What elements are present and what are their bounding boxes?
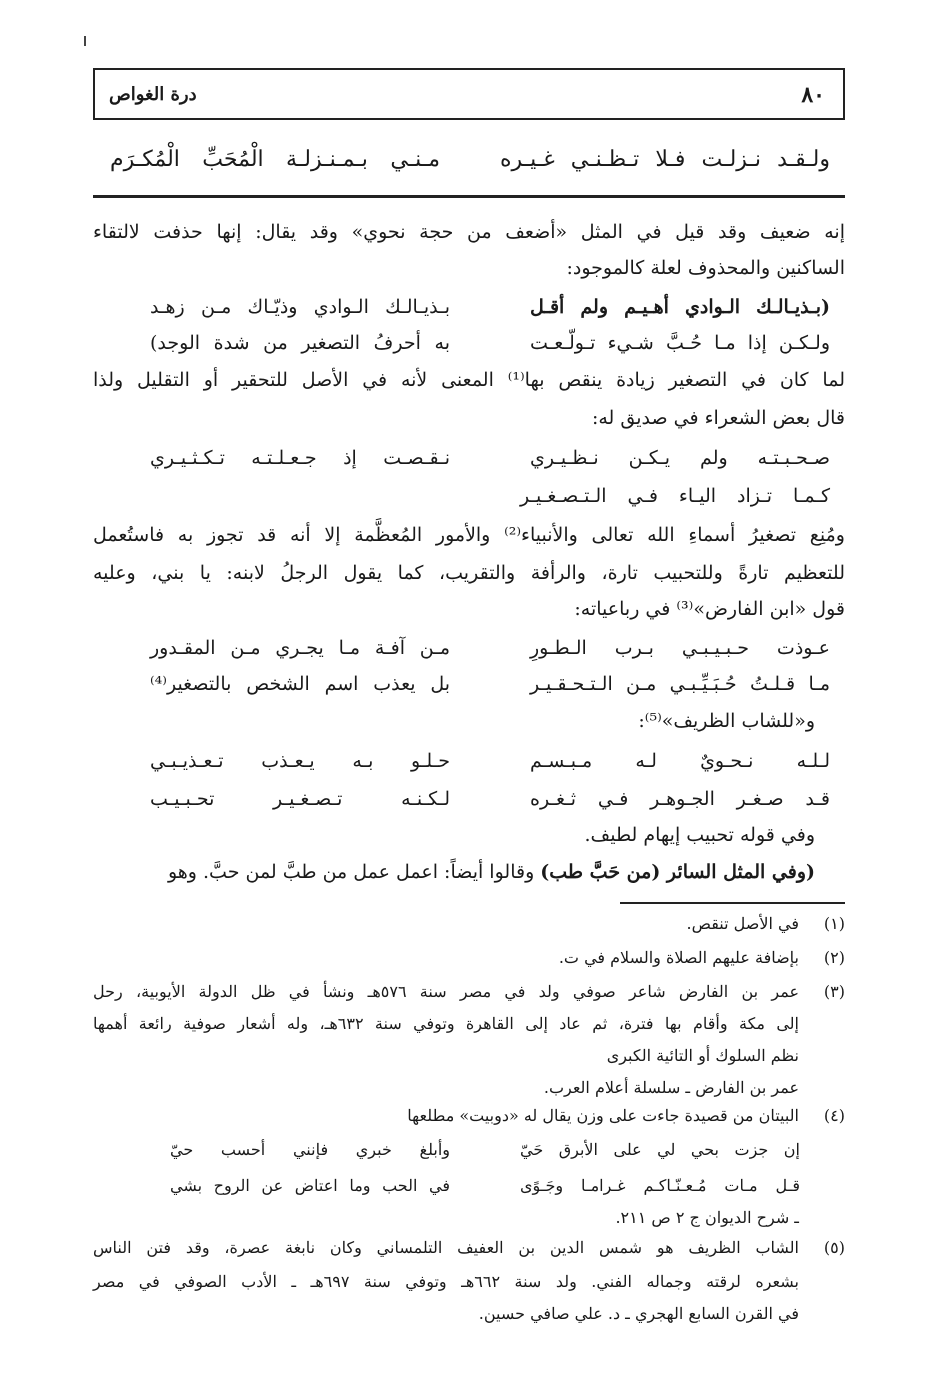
verse-first-hemistich: صـحـبـتـه ولم يـكـن نـظـيـري (530, 447, 830, 469)
body-line (168, 859, 815, 885)
running-title: درة الغواص (109, 84, 197, 105)
footnote-number: (٣) (823, 982, 845, 1001)
verse-second-hemistich: وأبلغ خبري فإنني أحسب حيّ (170, 1140, 450, 1159)
top-verse (110, 140, 830, 186)
footnote-text: في القرن السابع الهجري ـ د. علي صافي حسين. (478, 1304, 799, 1323)
body-line: للتعظيم تارةً وللتحبيب تارة، والرأفة والتقريب، كما يقول الرجلُ لابنه: يا بني، وعليه (93, 562, 845, 584)
verse-first-hemistich: قـد صـغـر الجـوهـر فـي ثـغـره (530, 788, 830, 810)
footnote-number: (١) (823, 914, 845, 933)
footnote-text: بشعره لرقته وجماله الفني. ولد سنة ٦٦٢هـ وتوفي سنة ٦٩٧هـ ـ الأدب الصوفي في مصر (93, 1272, 800, 1291)
body-line: قول «ابن الفارض»⁽³⁾ في رباعياته: (574, 598, 845, 620)
verse-second-hemistich: حـلـو بـه يـعـذب تـعـذيـبـي (150, 750, 450, 772)
footnote-text: الشاب الظريف هو شمس الدين بن العفيف التلمساني وكان نابغة عصرة، وقد فتن الناس (93, 1238, 799, 1257)
footnotes-divider (620, 902, 845, 904)
page-number: ٨٠ (801, 82, 825, 108)
footnote-text: إلى مكة وأقام بها فترة، ثم عاد إلى القاهرة وتوفي سنة ٦٣٢هـ، وله أشعار صوفية رائعة أهمها (93, 1014, 800, 1033)
verse-second-hemistich: نـقـصـت إذ جـعـلـتـه تـكـثـيـري (150, 447, 450, 469)
verse-single-hemistich: كـمـا تـزاد اليـاء فـي الـتـصـغـيـر (520, 485, 830, 507)
body-line: إنه ضعيف وقد قيل في المثل «أضعف من حجة نحوي» وقد يقال: إنها حذفت لالتقاء (93, 221, 845, 243)
verse-first-hemistich: لـلـه نـحـويٌ لـه مـبـسـم (530, 750, 830, 772)
verse-second-hemistich: في الحب وما اعتاض عن الروح بشي (170, 1176, 450, 1195)
body-line: الساكنين والمحذوف لعلة كالموجود: (566, 257, 845, 279)
verse-second-hemistich: به أحرفُ التصغير من شدة الوجد) (150, 332, 450, 354)
footnote-text: نظم السلوك أو التائية الكبرى (606, 1046, 799, 1065)
verse-first-hemistich: (بـذيـالـك الـوادي أهـيـم ولم أقـل (530, 296, 830, 318)
verse-first-hemistich: عـوذت حـبـيـبـي بـرب الـطـورِ (530, 637, 830, 659)
top-divider (93, 195, 845, 198)
verse-second-hemistich: مـنـي بـمـنـزلـة الْمُحَبِّ الْمُكـرَم (110, 147, 440, 172)
proverb-bold: (وفي المثل السائر (من حَبَّ طب) (540, 861, 815, 883)
verse-second-hemistich: بل يعذب اسم الشخص بالتصغير⁽⁴⁾ (150, 673, 450, 695)
verse-second-hemistich: بـذيـالـك الـوادي وذيّـاك مـن زهـد (150, 296, 450, 318)
footnote-text: بإضافة عليهم الصلاة والسلام في ت. (558, 948, 799, 967)
footnote-text: البيتان من قصيدة جاءت على وزن يقال له «دوبيت» مطلعها (407, 1106, 799, 1125)
footnote-number: (٥) (823, 1238, 845, 1257)
verse-first-hemistich: ولـقـد نـزلـت فـلا تـظـنـي غـيـره (500, 147, 830, 172)
footnote-text: عمر بن الفارض شاعر صوفي ولد في مصر سنة ٥٧٦هـ ونشأ في ظل الدولة الأيوبية، رحل (93, 982, 800, 1001)
body-line: وفي قوله تحبيب إيهام لطيف. (584, 824, 815, 846)
verse-second-hemistich: مـن آفـة مـا يجـري مـن المقـدور (150, 637, 450, 659)
footnote-text: في الأصل تنقص. (686, 914, 799, 933)
verse-first-hemistich: قـل مـات مُـعـنّـاكـم غـرامـا وجَـوًى (520, 1176, 800, 1195)
body-line: قال بعض الشعراء في صديق له: (591, 407, 845, 429)
body-line: لما كان في التصغير زيادة ينقص بها⁽¹⁾ المعنى لأنه في الأصل للتحقير أو التقليل ولذا (93, 369, 845, 391)
verse-first-hemistich: إن جزت بحي لي على الأبرق حَيّ (520, 1140, 800, 1159)
margin-mark (84, 36, 86, 46)
footnote-number: (٤) (823, 1106, 845, 1125)
footnote-text: عمر بن الفارض ـ سلسلة أعلام العرب. (543, 1078, 799, 1097)
proverb-rest: وقالوا أيضاً: اعمل عمل من طبَّ لمن حبَّ. وهو (167, 861, 541, 883)
footnote-text: ـ شرح الديوان ج ٢ ص ٢١١. (615, 1208, 799, 1227)
verse-second-hemistich: لـكـنـه تـصـغـيـر تحـبـيـب (150, 788, 450, 810)
footnote-number: (٢) (823, 948, 845, 967)
verse-first-hemistich: مـا قـلـتُ حُـبَـيِّـبـي مـن الـتـحـقـيـر (530, 673, 830, 695)
page-header (93, 68, 845, 120)
body-line: و«للشاب الظريف»⁽⁵⁾: (638, 710, 815, 732)
body-line: ومُنِع تصغيرُ أسماءِ الله تعالى والأنبياء⁽²⁾ والأمور المُعظَّمة إلا أنه قد تجوز به فاستُعمل (93, 524, 845, 546)
verse-first-hemistich: ولـكـن إذا مـا حُـبَّ شـيء تـولّـعـت (530, 332, 830, 354)
